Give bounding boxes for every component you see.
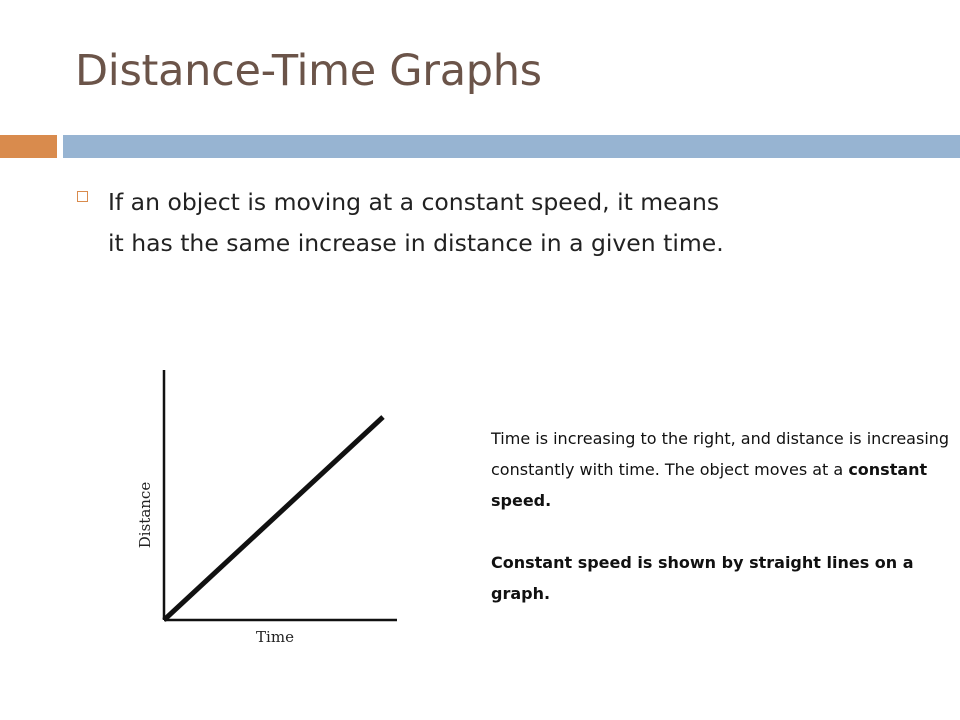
accent-bar-blue bbox=[63, 135, 960, 158]
x-axis-label: Time bbox=[256, 628, 294, 646]
accent-bar-orange bbox=[0, 135, 57, 158]
slide-title: Distance-Time Graphs bbox=[75, 46, 542, 96]
description-paragraph-1 bbox=[491, 423, 956, 516]
bullet-text bbox=[108, 182, 917, 264]
y-axis-label: Distance bbox=[136, 481, 154, 549]
description-plain-text: Time is increasing to the right, and distance is increasing constantly with time. The object moves at a bbox=[491, 429, 950, 479]
description-bold-text: constant speed. bbox=[491, 460, 928, 510]
bullet-item bbox=[77, 182, 917, 264]
bullet-line-2: it has the same increase in distance in a given time. bbox=[108, 229, 724, 257]
square-bullet-icon bbox=[77, 191, 88, 202]
graph-description bbox=[491, 423, 956, 609]
constant-speed-line bbox=[164, 417, 383, 620]
bullet-line-1: If an object is moving at a constant speed, it means bbox=[108, 188, 720, 216]
description-paragraph-2: Constant speed is shown by straight lines on a graph. bbox=[491, 553, 914, 603]
distance-time-graph bbox=[125, 360, 425, 660]
